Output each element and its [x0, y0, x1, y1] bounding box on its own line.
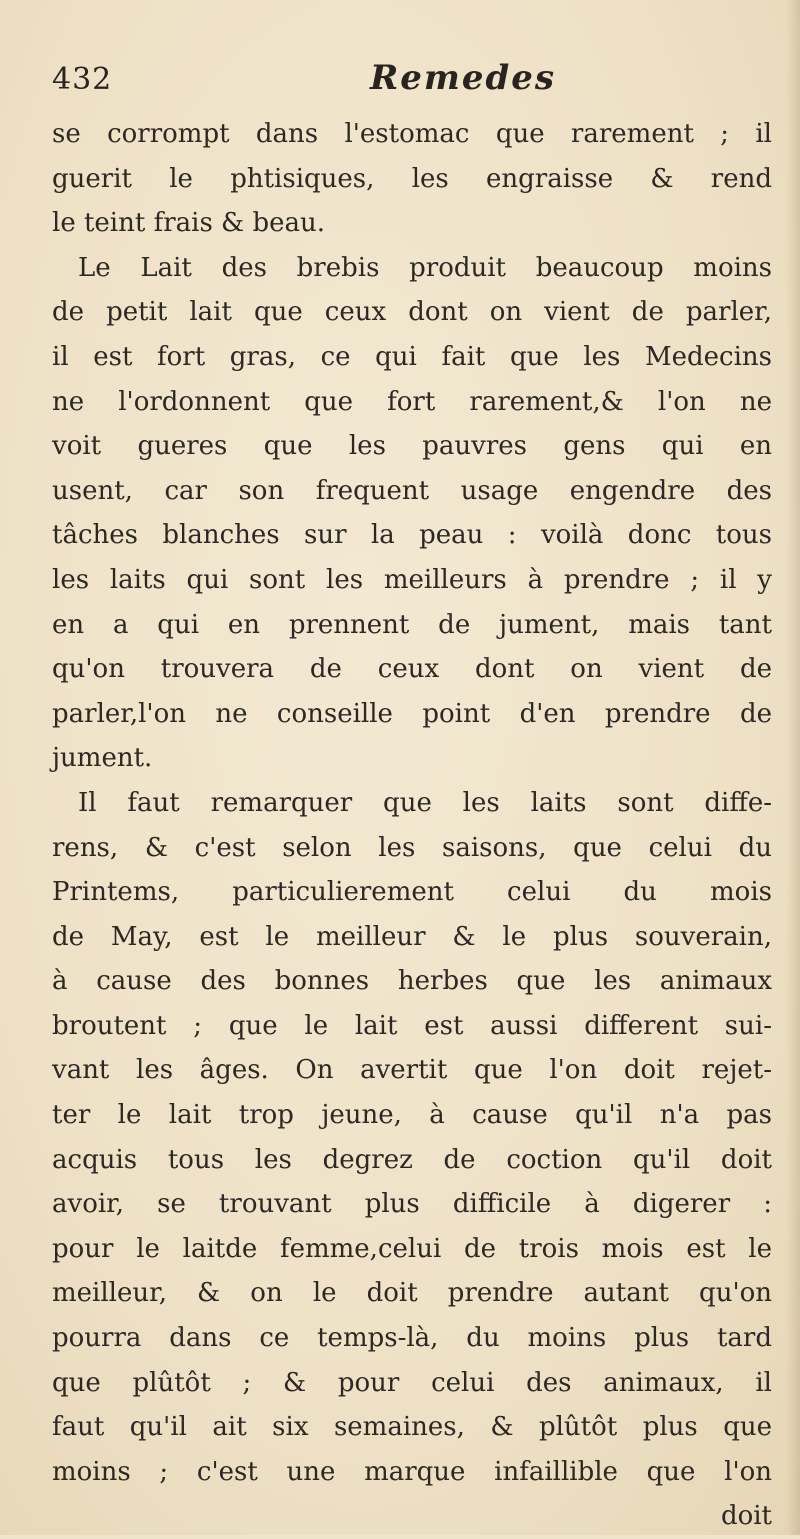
- text-line: tâches blanches sur la peau : voilà donc tous: [52, 520, 772, 551]
- text-line: avoir, se trouvant plus difficile à digerer :: [52, 1189, 772, 1220]
- text-line: usent, car son frequent usage engendre des: [52, 475, 772, 506]
- catchword: doit: [720, 1501, 772, 1532]
- text-line: de petit lait que ceux dont on vient de parler,: [52, 297, 772, 328]
- text-line: vant les âges. On avertit que l'on doit rejet-: [52, 1055, 772, 1086]
- page-edge-shadow: [786, 0, 800, 1535]
- body-text: [52, 112, 772, 1539]
- page-number: 432: [52, 62, 113, 97]
- text-line: parler,l'on ne conseille point d'en prendre de: [52, 698, 772, 729]
- text-line: acquis tous les degrez de coction qu'il doit: [52, 1144, 772, 1175]
- text-line: faut qu'il ait six semaines, & plûtôt plus que: [52, 1412, 772, 1443]
- text-line: il est fort gras, ce qui fait que les Medecins: [52, 341, 772, 372]
- text-line: que plûtôt ; & pour celui des animaux, il: [52, 1367, 772, 1398]
- text-line: guerit le phtisiques, les engraisse & rend: [52, 163, 772, 194]
- text-line: Il faut remarquer que les laits sont diffe-: [78, 787, 772, 818]
- running-head: Remedes: [370, 58, 557, 98]
- text-line: pourra dans ce temps-là, du moins plus tard: [52, 1323, 772, 1354]
- page-header: [52, 58, 762, 112]
- text-line: se corrompt dans l'estomac que rarement ; il: [52, 119, 772, 149]
- text-line: pour le laitde femme,celui de trois mois est le: [52, 1233, 772, 1264]
- text-line: qu'on trouvera de ceux dont on vient de: [52, 654, 772, 685]
- text-line: broutent ; que le lait est aussi different sui-: [52, 1010, 772, 1041]
- text-line: ne l'ordonnent que fort rarement,& l'on ne: [52, 386, 772, 417]
- text-line: rens, & c'est selon les saisons, que celui du: [52, 832, 772, 863]
- text-line: de May, est le meilleur & le plus souverain,: [52, 921, 772, 952]
- text-line: en a qui en prennent de jument, mais tant: [52, 609, 772, 640]
- text-line: moins ; c'est une marque infaillible que l'on: [52, 1456, 772, 1487]
- text-line: meilleur, & on le doit prendre autant qu'on: [52, 1278, 772, 1309]
- text-line: voit gueres que les pauvres gens qui en: [52, 431, 772, 462]
- text-line: Le Lait des brebis produit beaucoup moins: [78, 252, 772, 283]
- text-line: jument.: [52, 743, 153, 774]
- text-line: à cause des bonnes herbes que les animaux: [52, 966, 772, 997]
- text-line: le teint frais & beau.: [52, 208, 325, 239]
- text-line: ter le lait trop jeune, à cause qu'il n'a pas: [52, 1100, 772, 1131]
- text-line: Printems, particulierement celui du mois: [52, 877, 772, 908]
- text-line: les laits qui sont les meilleurs à prendre ; il y: [52, 564, 772, 595]
